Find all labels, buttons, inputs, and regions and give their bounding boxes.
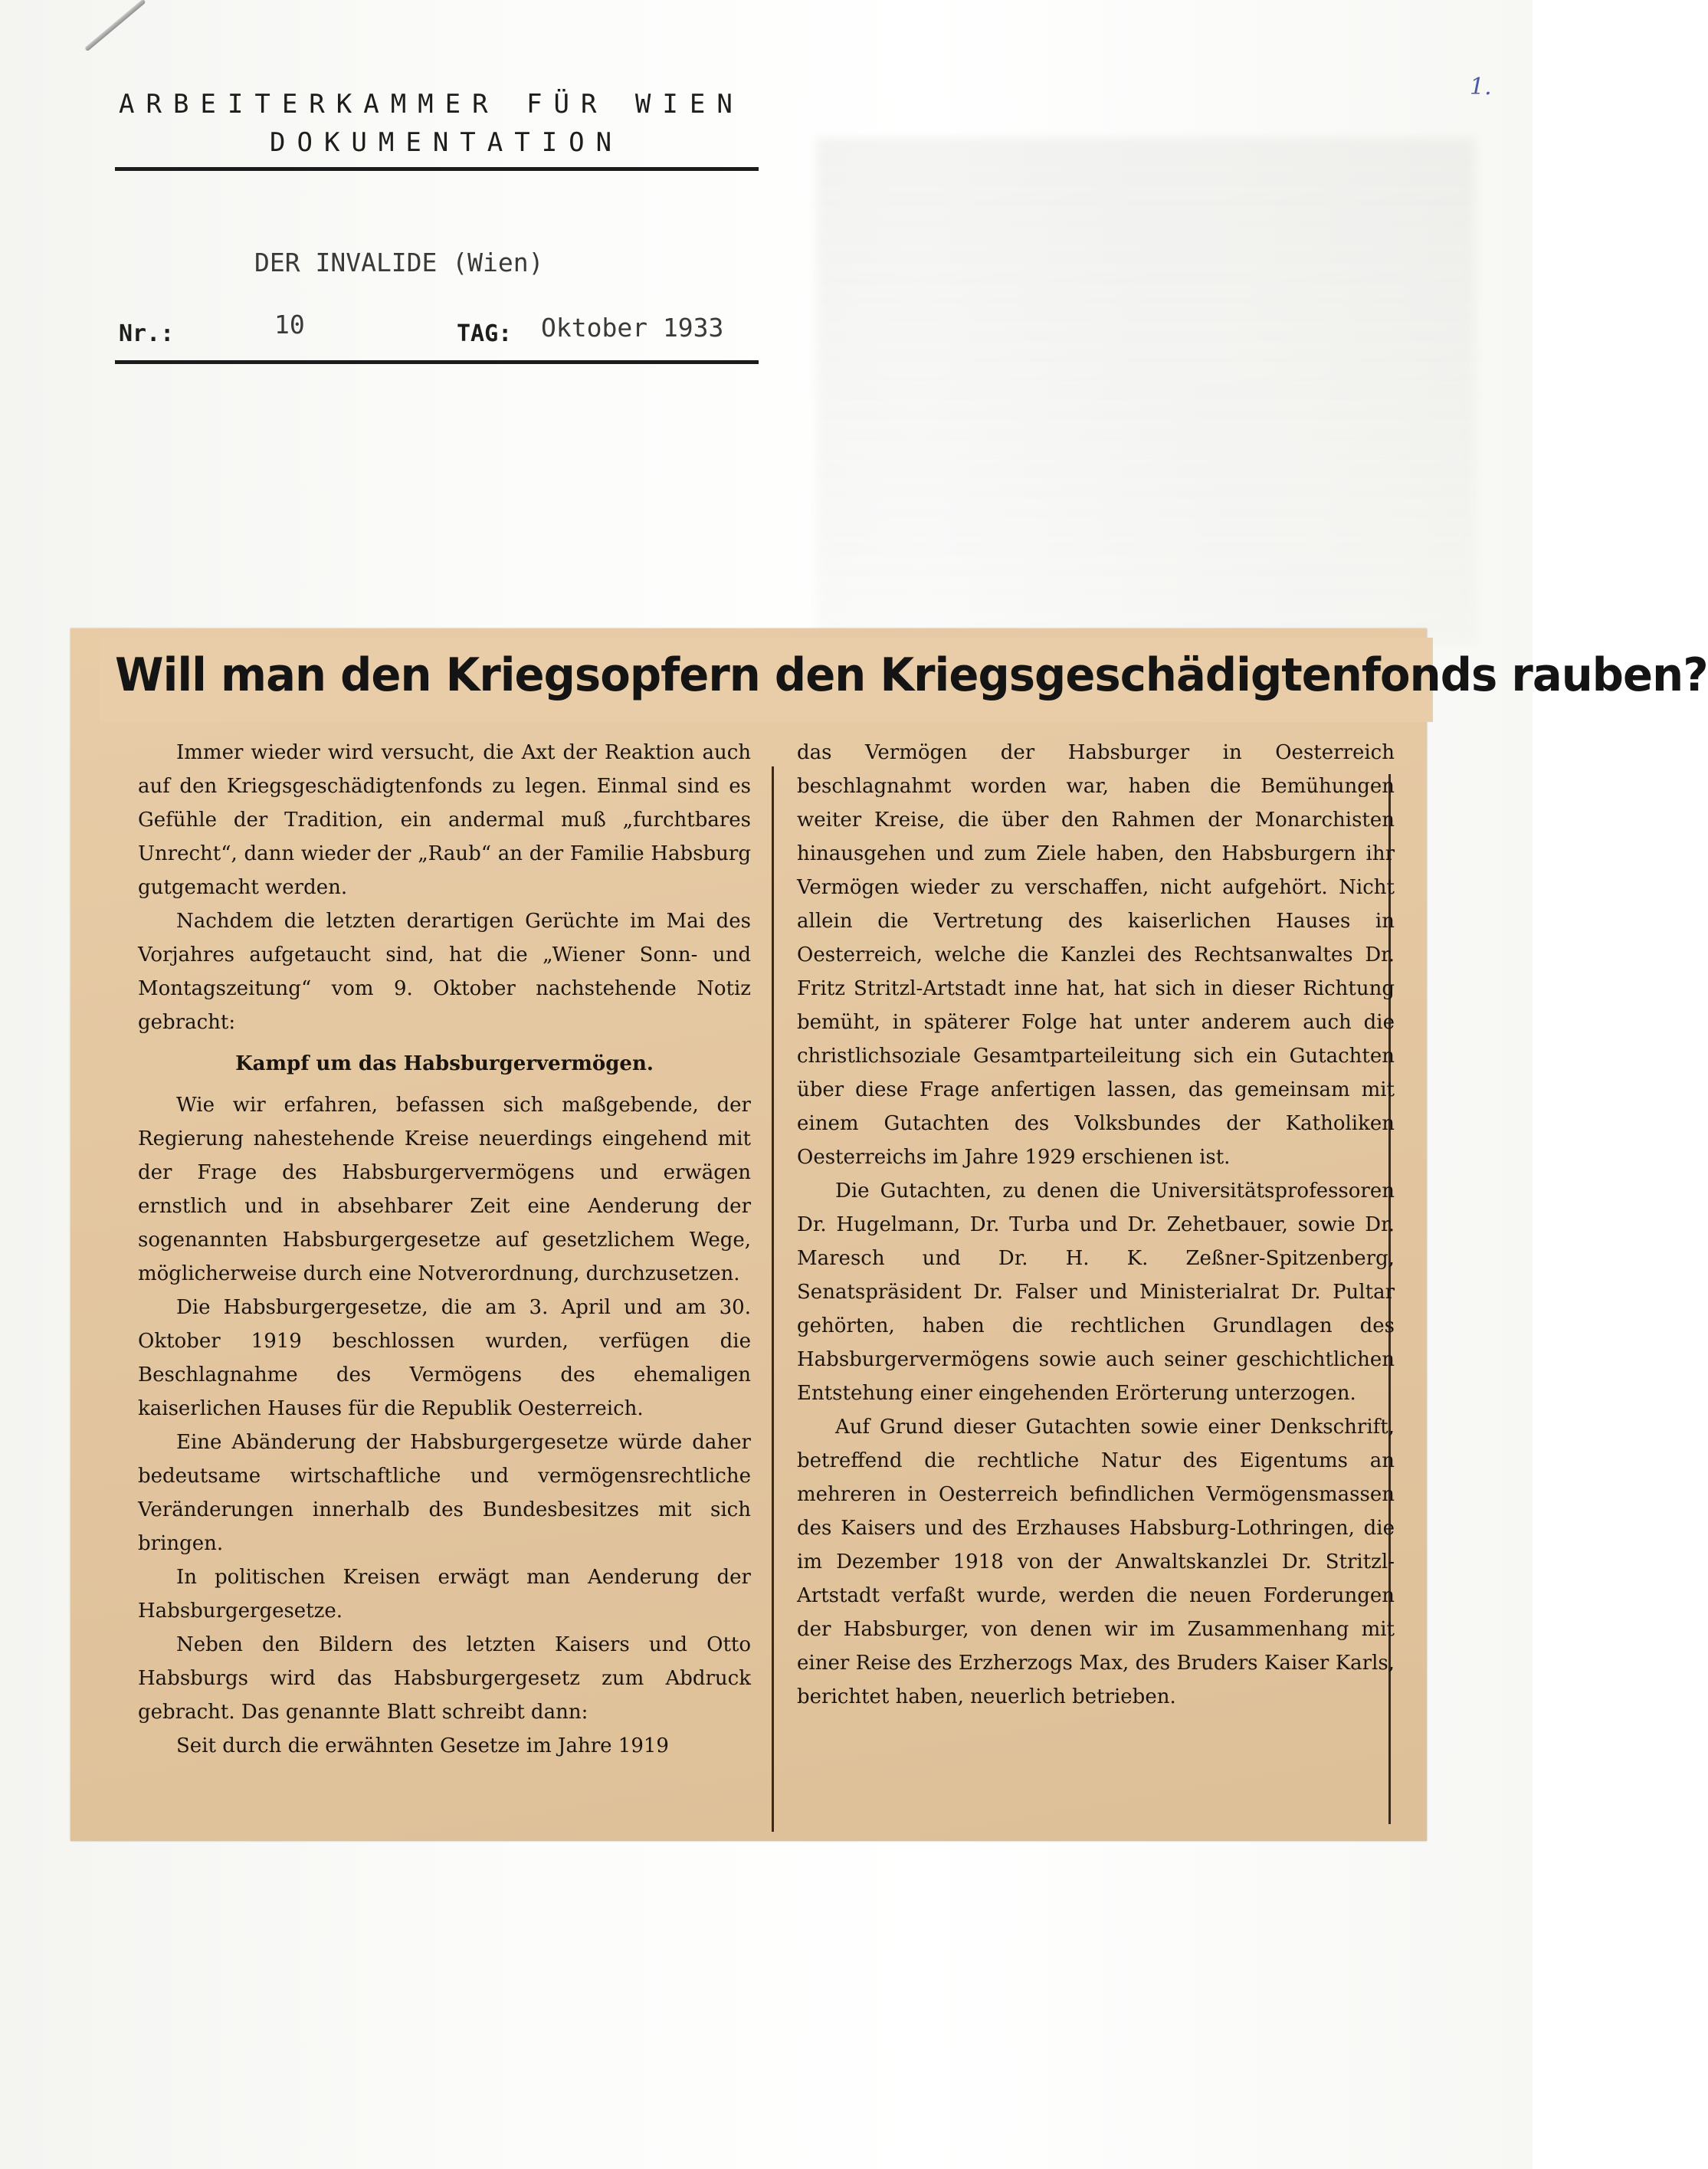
header-rule-bottom — [115, 360, 759, 364]
paragraph: Eine Abänderung der Habsburgergesetze würde daher bedeutsame wirtschaftliche und vermögensrechtliche Veränderungen innerhalb des Bundesbesitzes mit sich bringen. — [138, 1431, 751, 1555]
paragraph: Wie wir erfahren, befassen sich maßgebende, der Regierung nahestehende Kreise neuerdings eingehend mit der Frage des Habsburgervermögens und erwägen ernstlich und in absehbarer Zeit eine Aenderung der sogenannten Habsburgergesetze auf gesetzlichem Wege, möglicherweise durch eine Notverordnung, durchzusetzen. — [138, 1094, 751, 1285]
paragraph: Die Gutachten, zu denen die Universitätsprofessoren Dr. Hugelmann, Dr. Turba und Dr. Zehetbauer, sowie Dr. Maresch und Dr. H. K. Zeßner-Spitzenberg, Senatspräsident Dr. Falser und Ministerialrat Dr. Pultar gehörten, haben die rechtlichen Grundlagen des Habsburgervermögens sowie auch seiner geschichtlichen Entstehung einer eingehenden Erörterung unterzogen. — [797, 1180, 1395, 1405]
paragraph: Auf Grund dieser Gutachten sowie einer Denkschrift, betreffend die rechtliche Natur des Eigentums an mehreren in Oesterreich befindlichen Vermögensmassen des Kaisers und des Erzhauses Habsburg-Lothringen, die im Dezember 1918 von der Anwaltskanzlei Dr. Stritzl-Artstadt verfaßt wurde, werden die neuen Forderungen der Habsburger, von denen wir im Zusammenhang mit einer Reise des Erzherzogs Max, des Bruders Kaiser Karls, berichtet haben, neuerlich betrieben. — [797, 1416, 1395, 1708]
date-value: Oktober 1933 — [541, 313, 724, 343]
paragraph: das Vermögen der Habsburger in Oesterreich beschlagnahmt worden war, haben die Bemühungen weiter Kreise, die über den Rahmen der Monarchisten hinausgehen und zum Ziele haben, den Habsburgern ihr Vermögen wieder zu verschaffen, nicht aufgehört. Nicht allein die Vertretung des kaiserlichen Hauses in Oesterreich, welche die Kanzlei des Rechtsanwaltes Dr. Fritz Stritzl-Artstadt inne hat, hat sich in dieser Richtung bemüht, in späterer Folge hat unter anderem auch die christlichsoziale Gesamtparteileitung sich ein Gutachten über diese Frage anfertigen lassen, das gemeinsam mit einem Gutachten des Volksbundes der Katholiken Oesterreichs im Jahre 1929 erschienen ist. — [797, 741, 1395, 1169]
letterhead-institution: ARBEITERKAMMER FÜR WIEN — [119, 89, 744, 120]
letterhead-department: DOKUMENTATION — [270, 127, 624, 158]
paragraph: Nachdem die letzten derartigen Gerüchte im Mai des Vorjahres aufgetaucht sind, hat die „Wiener Sonn- und Montagszeitung“ vom 9. Oktober nachstehende Notiz gebracht: — [138, 910, 751, 1034]
article-column-left — [138, 736, 751, 1763]
article-headline: Will man den Kriegsopfern den Kriegsgeschädigtenfonds rauben? — [115, 648, 1708, 702]
issue-number-label: Nr.: — [119, 320, 175, 347]
article-column-right — [797, 736, 1395, 1714]
date-label: TAG: — [457, 320, 513, 347]
paragraph: Die Habsburgergesetze, die am 3. April und am 30. Oktober 1919 beschlossen wurden, verfügen die Beschlagnahme des Vermögens des ehemaligen kaiserlichen Hauses für die Republik Oesterreich. — [138, 1296, 751, 1420]
paragraph: Neben den Bildern des letzten Kaisers und Otto Habsburgs wird das Habsburgergesetz zum Abdruck gebracht. Das genannte Blatt schreibt dann: — [138, 1633, 751, 1724]
paragraph: In politischen Kreisen erwägt man Aenderung der Habsburgergesetze. — [138, 1566, 751, 1623]
header-rule-top — [115, 167, 759, 171]
paragraph: Seit durch die erwähnten Gesetze im Jahre 1919 — [176, 1734, 669, 1757]
show-through-shadow — [816, 138, 1475, 644]
paragraph: Immer wieder wird versucht, die Axt der Reaktion auch auf den Kriegsgeschädigtenfonds zu legen. Einmal sind es Gefühle der Tradition, ein andermal muß „furchtbares Unrecht“, dann wieder der „Raub“ an der Familie Habsburg gutgemacht werden. — [138, 741, 751, 899]
staple — [84, 0, 146, 51]
column-divider — [772, 766, 774, 1832]
issue-number-value: 10 — [274, 310, 305, 340]
source-publication: DER INVALIDE (Wien) — [254, 248, 544, 277]
subheading: Kampf um das Habsburgervermögen. — [235, 1052, 654, 1075]
page-number: 1. — [1470, 74, 1492, 100]
